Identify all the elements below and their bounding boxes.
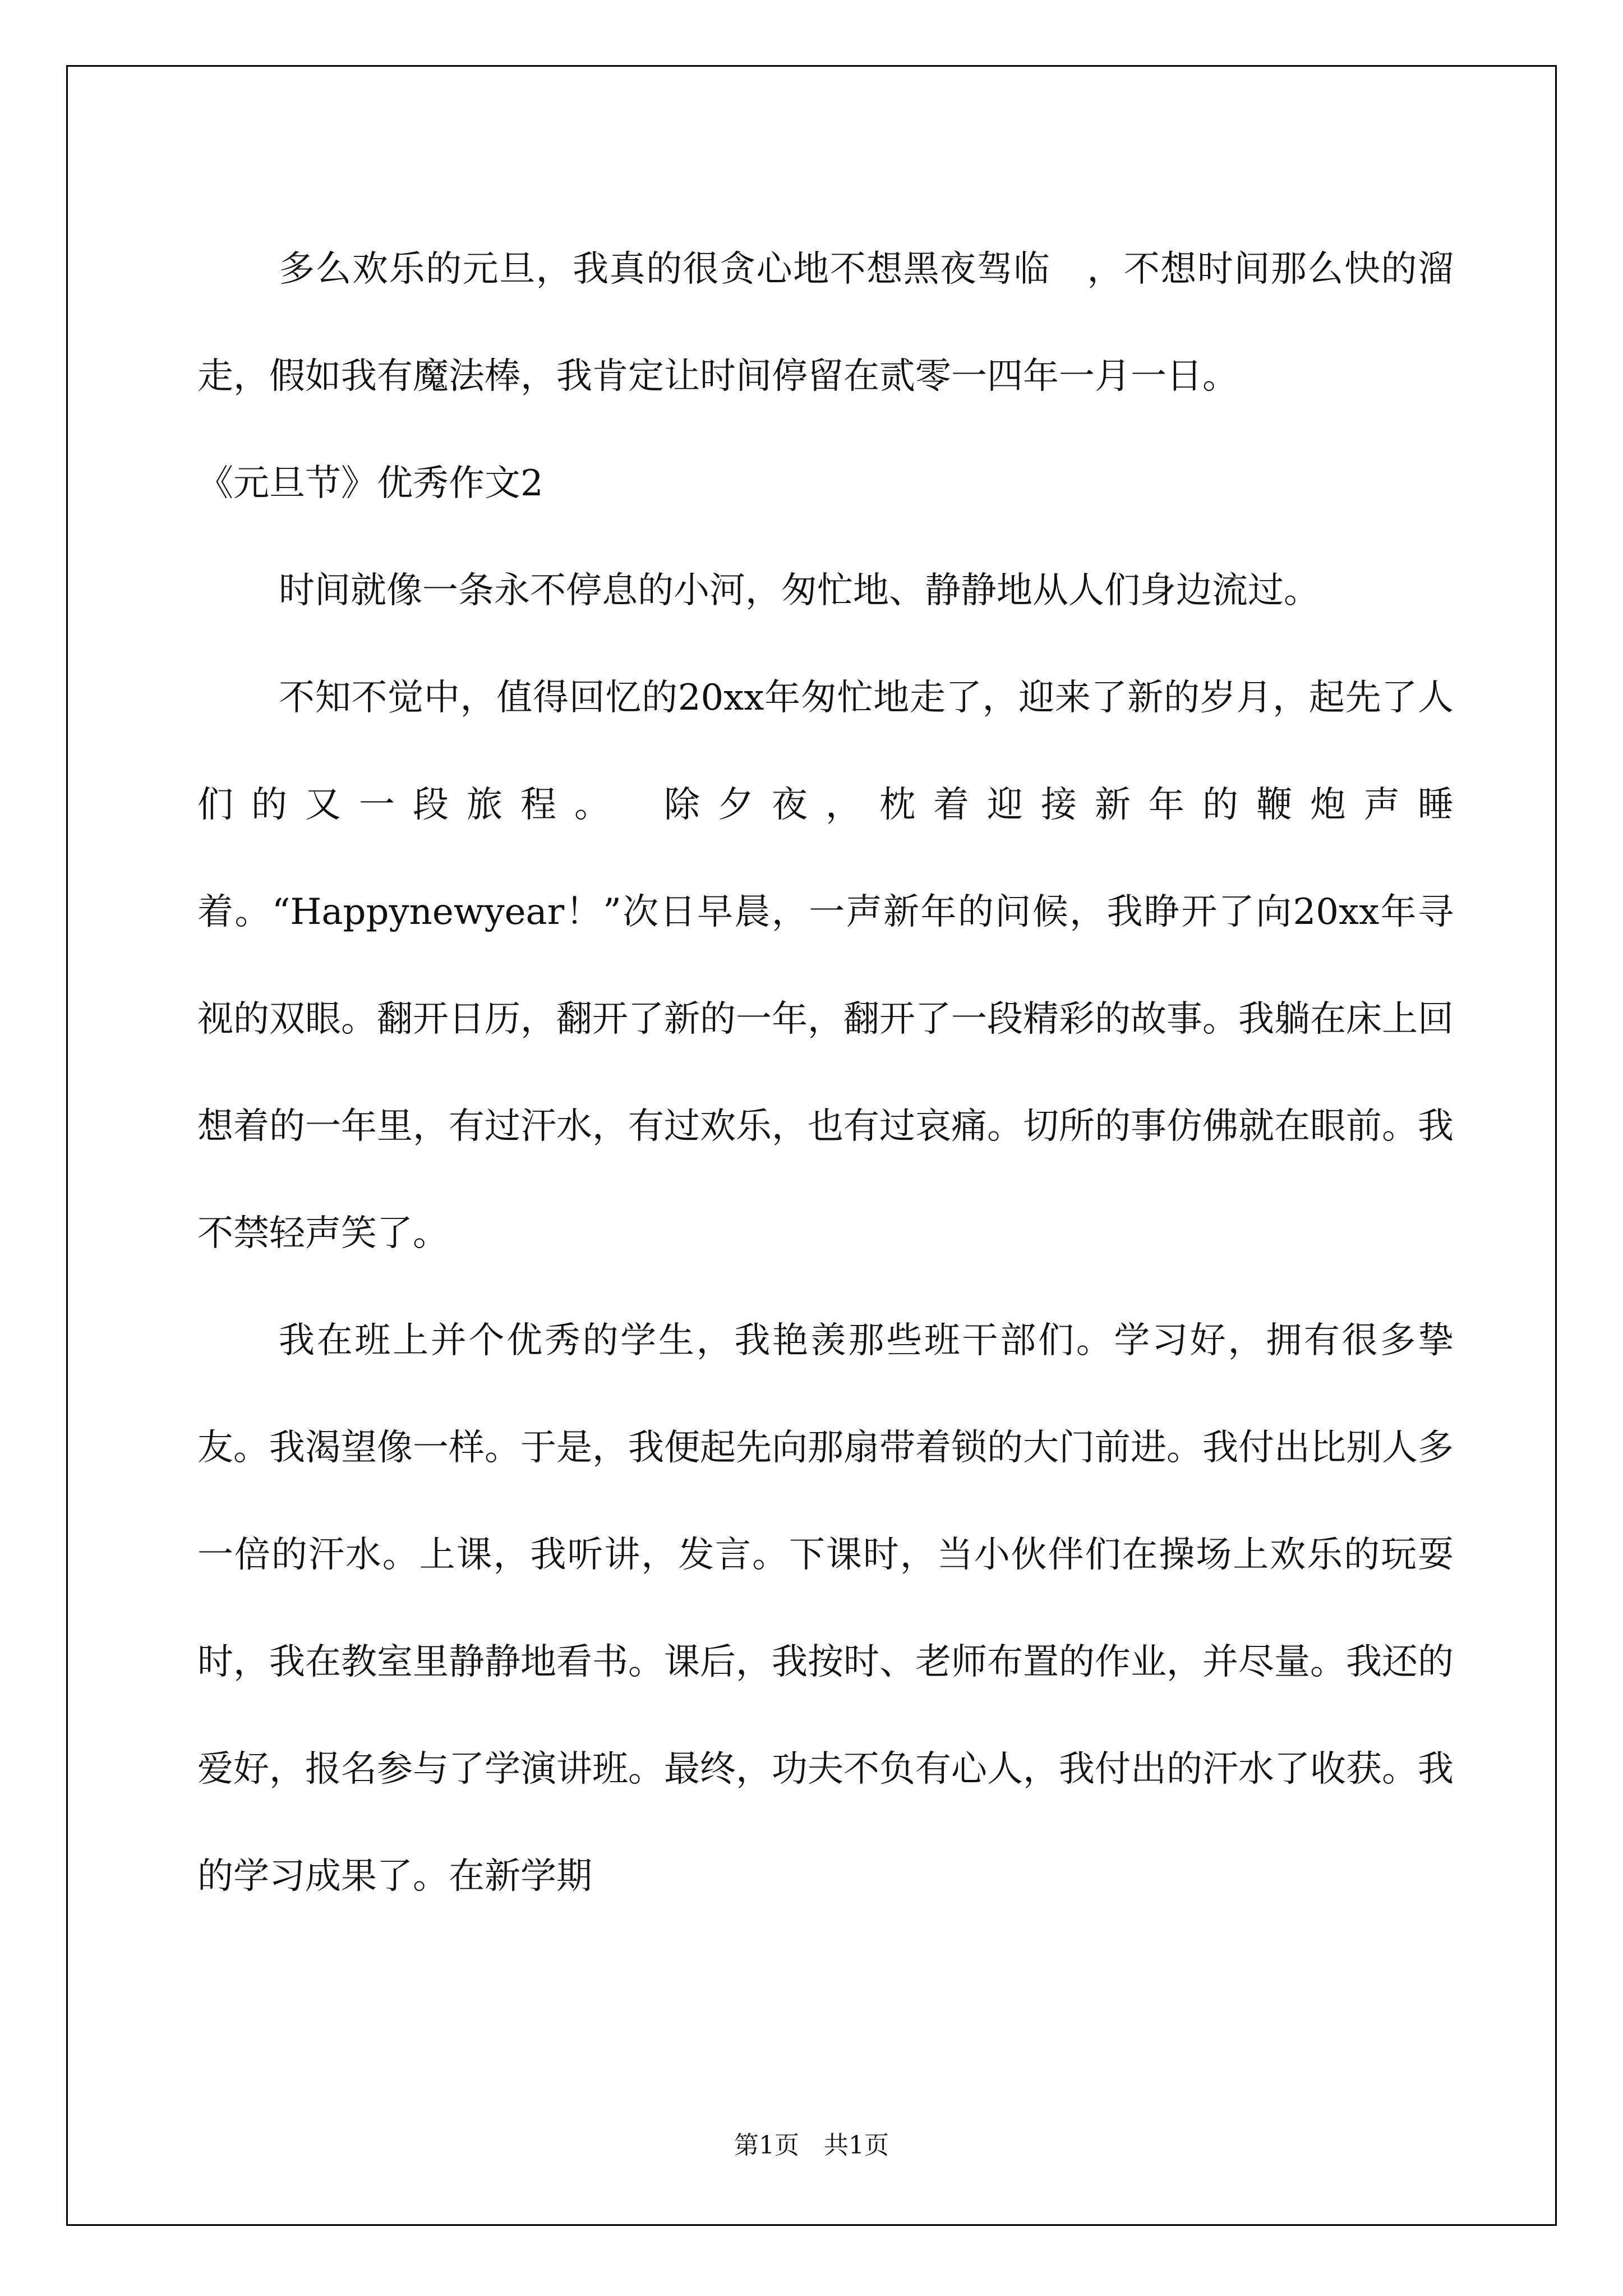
section-heading: 《元旦节》优秀作文2 — [197, 463, 543, 504]
paragraph-continuation: 多么欢乐的元旦，我真的很贪心地不想黑夜驾临 ，不想时间那么快的溜走，假如我有魔法棒，我肯定让时间停留在贰零一四年一月一日。 — [197, 249, 1454, 397]
page-footer — [0, 2129, 1623, 2162]
page-number: 第1页 — [734, 2131, 799, 2160]
paragraph: 不知不觉中，值得回忆的20xx年匆忙地走了，迎来了新的岁月，起先了人们的又一段旅程。 除夕夜，枕着迎接新年的鞭炮声睡着。“Happynewyear！”次日早晨，一声新年的问候，我睁开了向20xx年寻视的双眼。翻开日历，翻开了新的一年，翻开了一段精彩的故事。我躺在床上回想着的一年里，有过汗水，有过欢乐，也有过哀痛。切所的事仿佛就在眼前。我不禁轻声笑了。 — [197, 677, 1454, 1254]
paragraph: 时间就像一条永不停息的小河，匆忙地、静静地从人们身边流过。 — [279, 570, 1320, 611]
page-total: 共1页 — [824, 2131, 889, 2160]
paragraph: 我在班上并个优秀的学生，我艳羡那些班干部们。学习好，拥有很多挚友。我渴望像一样。于是，我便起先向那扇带着锁的大门前进。我付出比别人多一倍的汗水。上课，我听讲，发言。下课时，当小伙伴们在操场上欢乐的玩耍时，我在教室里静静地看书。课后，我按时、老师布置的作业，并尽量。我还的爱好，报名参与了学演讲班。最终，功夫不负有心人，我付出的汗水了收获。我的学习成果了。在新学期 — [197, 1320, 1454, 1897]
document-body — [197, 216, 1454, 1930]
